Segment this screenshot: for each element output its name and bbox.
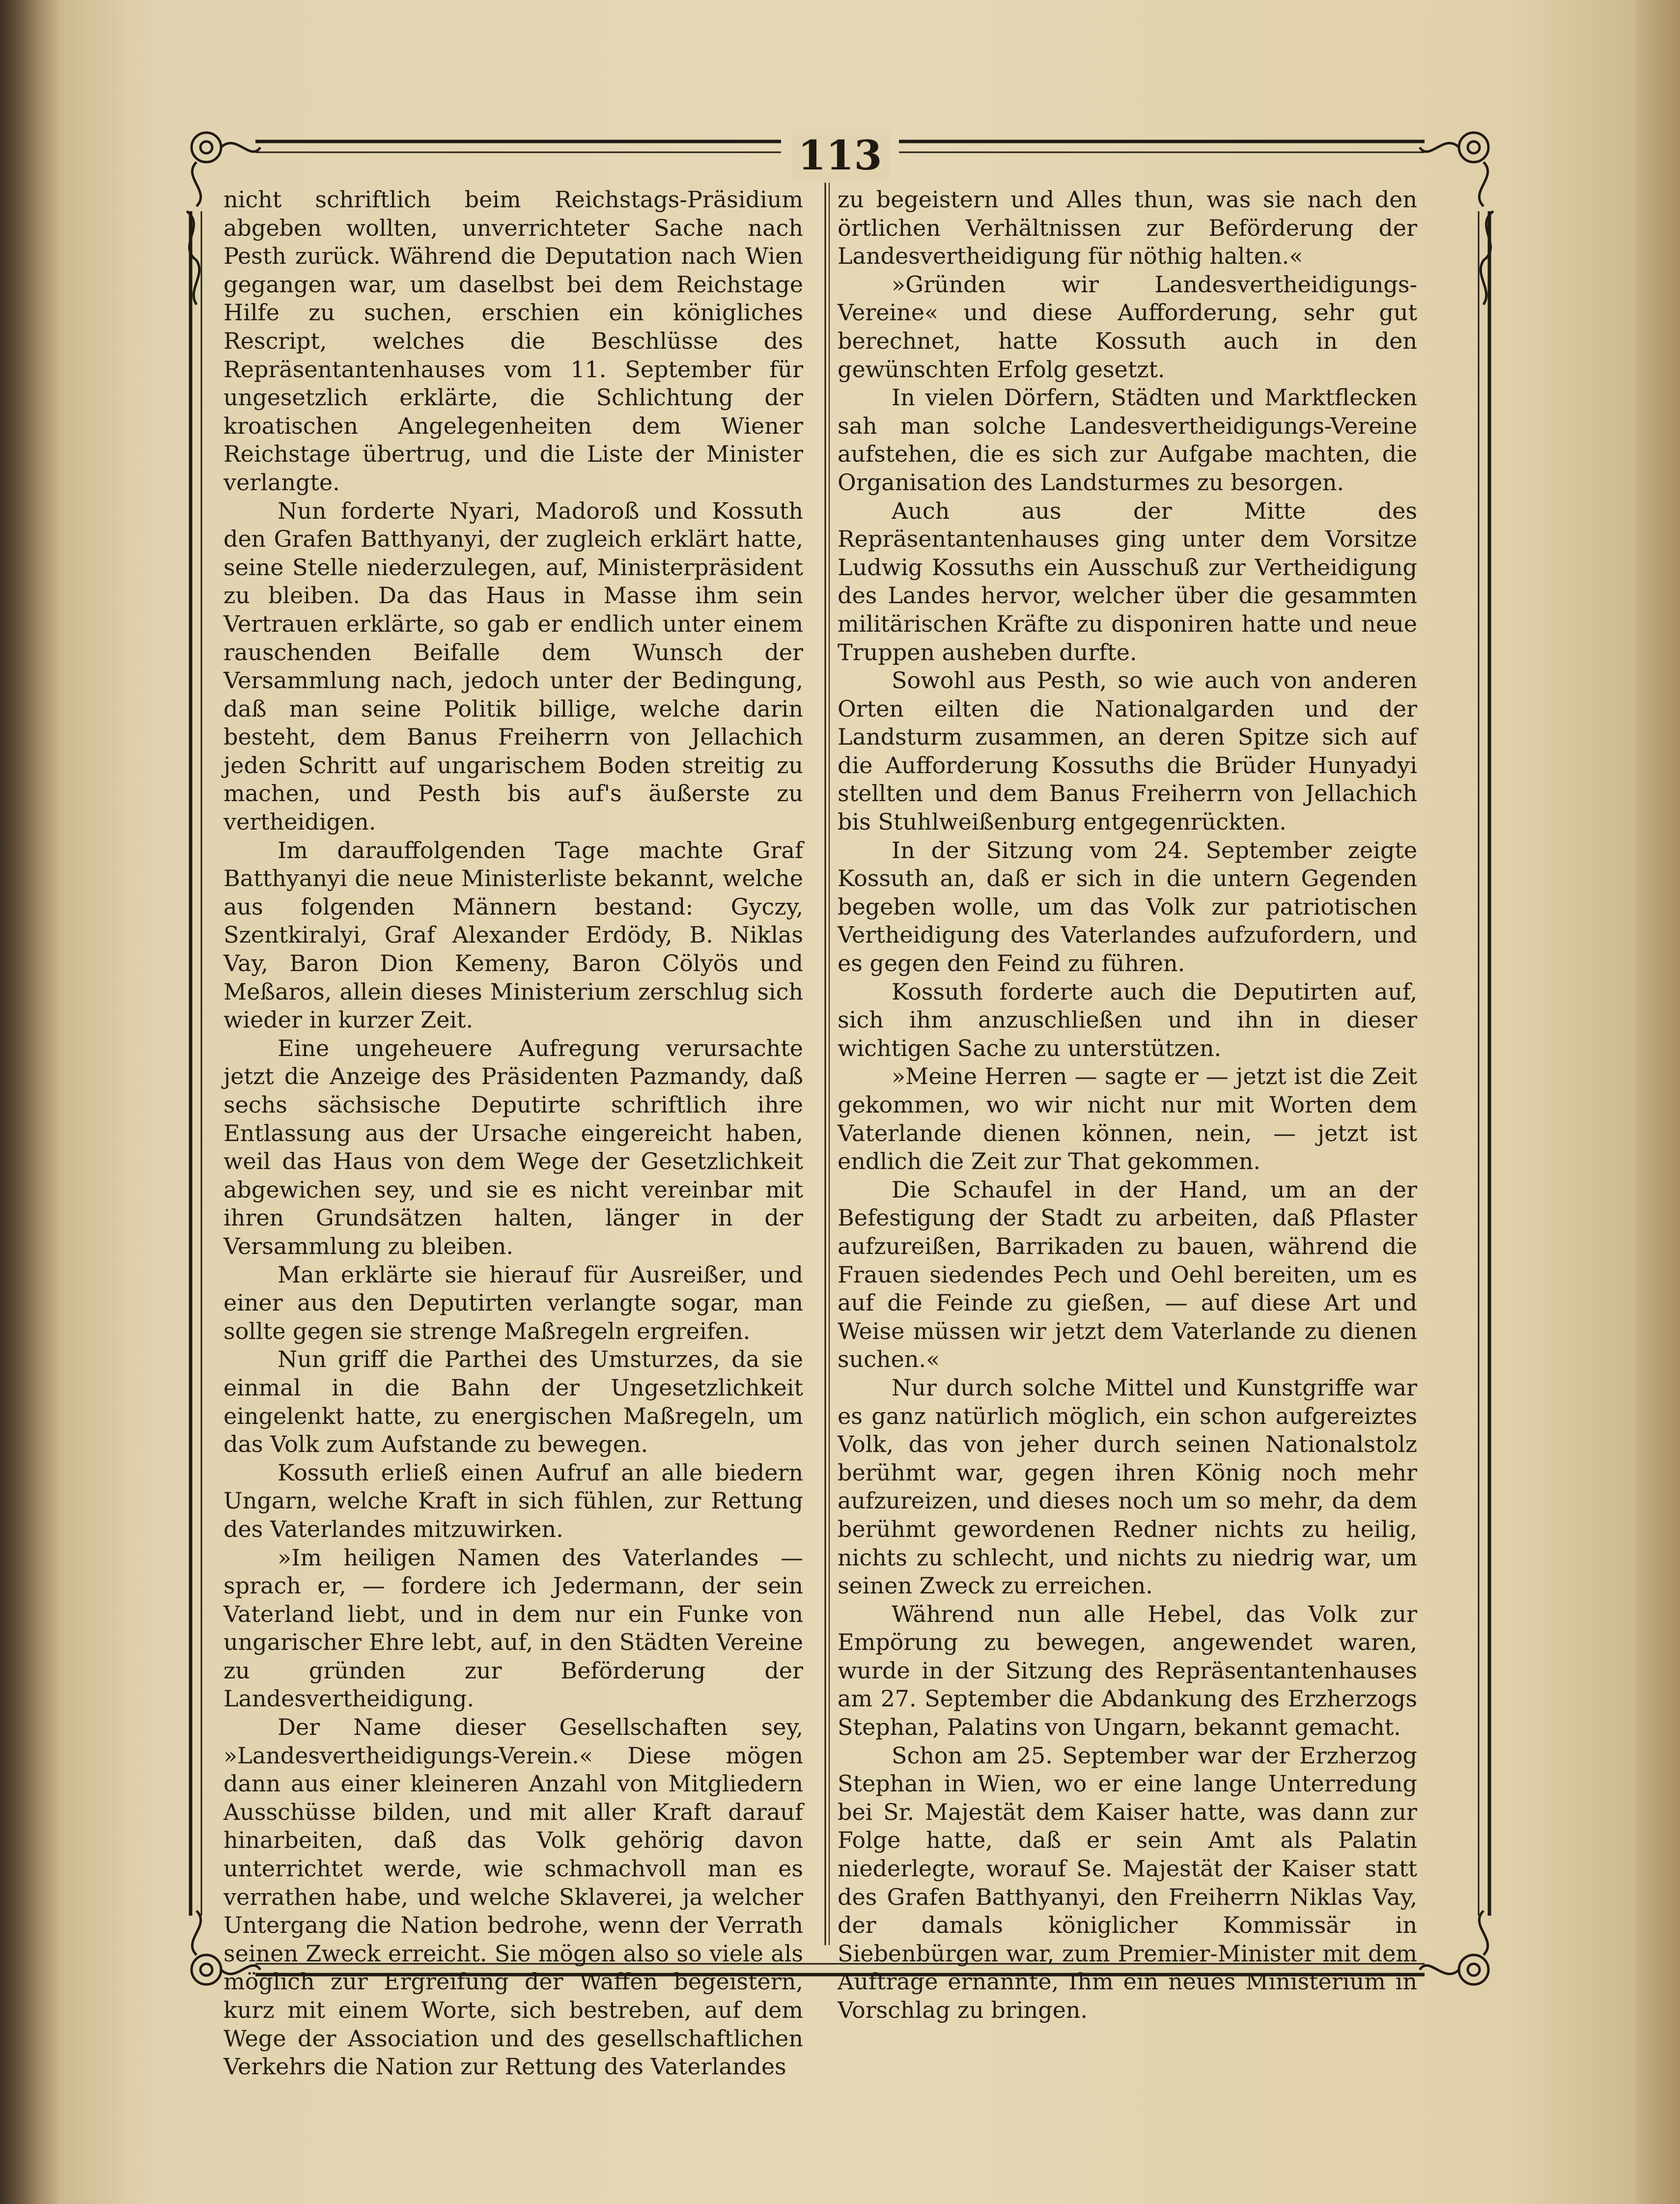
book-spine: [0, 0, 59, 2204]
paragraph: »Im heiligen Namen des Vaterlandes — sprach er, — fordere ich Jedermann, der sein Vaterland liebt, und in dem nur ein Funke von ungarischer Ehre lebt, auf, in den Städten Vereine zu gründen zur Beförderung der Landesvertheidigung.: [224, 1544, 803, 1712]
paragraph: Nur durch solche Mittel und Kunstgriffe war es ganz natürlich möglich, ein schon aufgereiztes Volk, das von jeher durch seinen Nationalstolz berühmt war, gegen ihren König noch mehr aufzureizen, und dieses noch um so mehr, da dem berühmt gewordenen Redner nichts zu heilig, nichts zu schlecht, und nichts zu niedrig war, um seinen Zweck zu erreichen.: [838, 1374, 1417, 1599]
paragraph: In der Sitzung vom 24. September zeigte Kossuth an, daß er sich in die untern Gegenden begeben wolle, um das Volk zur patriotischen Vertheidigung des Vaterlandes aufzufordern, und es gegen den Feind zu führen.: [838, 837, 1417, 977]
page-edge: [1636, 0, 1680, 2204]
paragraph: »Gründen wir Landesvertheidigungs-Vereine« und diese Aufforderung, sehr gut berechnet, hatte Kossuth auch in den gewünschten Erfolg gesetzt.: [838, 271, 1417, 383]
paragraph: Eine ungeheuere Aufregung verursachte jetzt die Anzeige des Präsidenten Pazmandy, daß sechs sächsische Deputirte schriftlich ihre Entlassung aus der Ursache eingereicht haben, weil das Haus von dem Wege der Gesetzlichkeit abgewichen sey, und sie es nicht vereinbar mit ihren Grundsätzen halten, länger in der Versammlung zu bleiben.: [224, 1034, 803, 1259]
paragraph: Während nun alle Hebel, das Volk zur Empörung zu bewegen, angewendet waren, wurde in der Sitzung des Repräsentantenhauses am 27. September die Abdankung des Erzherzogs Stephan, Palatins von Ungarn, bekannt gemacht.: [838, 1600, 1417, 1741]
paragraph: Kossuth forderte auch die Deputirten auf, sich ihm anzuschließen und ihn in dieser wichtigen Sache zu unterstützen.: [838, 978, 1417, 1061]
paragraph: Die Schaufel in der Hand, um an der Befestigung der Stadt zu arbeiten, daß Pflaster aufzureißen, Barrikaden zu bauen, während die Frauen siedendes Pech und Oehl bereiten, um es auf die Feinde zu gießen, — auf diese Art und Weise müssen wir jetzt dem Vaterlande zu dienen suchen.«: [838, 1176, 1417, 1373]
left-column: [224, 186, 803, 2081]
paragraph: In vielen Dörfern, Städten und Marktflecken sah man solche Landesvertheidigungs-Vereine aufstehen, die es sich zur Aufgabe machten, die Organisation des Landsturmes zu besorgen.: [838, 384, 1417, 496]
paragraph: »Meine Herren — sagte er — jetzt ist die Zeit gekommen, wo wir nicht nur mit Worten dem Vaterlande dienen können, nein, — jetzt ist endlich die Zeit zur That gekommen.: [838, 1063, 1417, 1175]
paragraph: Der Name dieser Gesellschaften sey, »Landesvertheidigungs-Verein.« Diese mögen dann aus einer kleineren Anzahl von Mitgliedern Ausschüsse bilden, und mit aller Kraft darauf hinarbeiten, daß das Volk gehörig davon unterrichtet werde, wie schmachvoll man es verrathen habe, und welche Sklaverei, ja welcher Untergang die Nation bedrohe, wenn der Verrath seinen Zweck erreicht. Sie mögen also so viele als möglich zur Ergreifung der Waffen begeistern, kurz mit einem Worte, sich bestreben, auf dem Wege der Association und des gesellschaftlichen Verkehrs die Nation zur Rettung des Vaterlandes: [224, 1714, 803, 2080]
paragraph: Man erklärte sie hierauf für Ausreißer, und einer aus den Deputirten verlangte sogar, man sollte gegen sie strenge Maßregeln ergreifen.: [224, 1261, 803, 1344]
right-column: [838, 186, 1417, 2025]
paragraph: nicht schriftlich beim Reichstags-Präsidium abgeben wollten, unverrichteter Sache nach Pesth zurück. Während die Deputation nach Wien gegangen war, um daselbst bei dem Reichstage Hilfe zu suchen, erschien ein königliches Rescript, welches die Beschlüsse des Repräsentantenhauses vom 11. September für ungesetzlich erklärte, die Schlichtung der kroatischen Angelegenheiten dem Wiener Reichstage übertrug, und die Liste der Minister verlangte.: [224, 186, 803, 496]
paragraph: Nun forderte Nyari, Madoroß und Kossuth den Grafen Batthyanyi, der zugleich erklärt hatte, seine Stelle niederzulegen, auf, Ministerpräsident zu bleiben. Da das Haus in Masse ihm sein Vertrauen erklärte, so gab er endlich unter einem rauschenden Beifalle dem Wunsch der Versammlung nach, jedoch unter der Bedingung, daß man seine Politik billige, welche darin besteht, dem Banus Freiherrn von Jellachich jeden Schritt auf ungarischem Boden streitig zu machen, und Pesth bis auf's äußerste zu vertheidigen.: [224, 497, 803, 836]
paragraph: Nun griff die Parthei des Umsturzes, da sie einmal in die Bahn der Ungesetzlichkeit eingelenkt hatte, zu energischen Maßregeln, um das Volk zum Aufstande zu bewegen.: [224, 1346, 803, 1458]
paragraph: Im darauffolgenden Tage machte Graf Batthyanyi die neue Ministerliste bekannt, welche aus folgenden Männern bestand: Gyczy, Szentkiralyi, Graf Alexander Erdödy, B. Niklas Vay, Baron Dion Kemeny, Baron Cölyös und Meßaros, allein dieses Ministerium zerschlug sich wieder in kurzer Zeit.: [224, 837, 803, 1033]
paragraph: Auch aus der Mitte des Repräsentantenhauses ging unter dem Vorsitze Ludwig Kossuths ein Ausschuß zur Vertheidigung des Landes hervor, welcher über die gesammten militärischen Kräfte zu disponiren hatte und neue Truppen ausheben durfte.: [838, 497, 1417, 666]
paragraph: Kossuth erließ einen Aufruf an alle biedern Ungarn, welche Kraft in sich fühlen, zur Rettung des Vaterlandes mitzuwirken.: [224, 1459, 803, 1542]
paragraph: zu begeistern und Alles thun, was sie nach den örtlichen Verhältnissen zur Beförderung der Landesvertheidigung für nöthig halten.«: [838, 186, 1417, 270]
paragraph: Sowohl aus Pesth, so wie auch von anderen Orten eilten die Nationalgarden und der Landsturm zusammen, an deren Spitze sich auf die Aufforderung Kossuths die Brüder Hunyadyi stellten und dem Banus Freiherrn von Jellachich bis Stuhlweißenburg entgegenrückten.: [838, 667, 1417, 836]
paragraph: Schon am 25. September war der Erzherzog Stephan in Wien, wo er eine lange Unterredung bei Sr. Majestät dem Kaiser hatte, was dann zur Folge hatte, daß er sein Amt als Palatin niederlegte, worauf Se. Majestät der Kaiser statt des Grafen Batthyanyi, den Freiherrn Niklas Vay, der damals königlicher Kommissär in Siebenbürgen war, zum Premier-Minister mit dem Auftrage ernannte, Ihm ein neues Ministerium in Vorschlag zu bringen.: [838, 1742, 1417, 2023]
page-number: 113: [791, 129, 889, 183]
